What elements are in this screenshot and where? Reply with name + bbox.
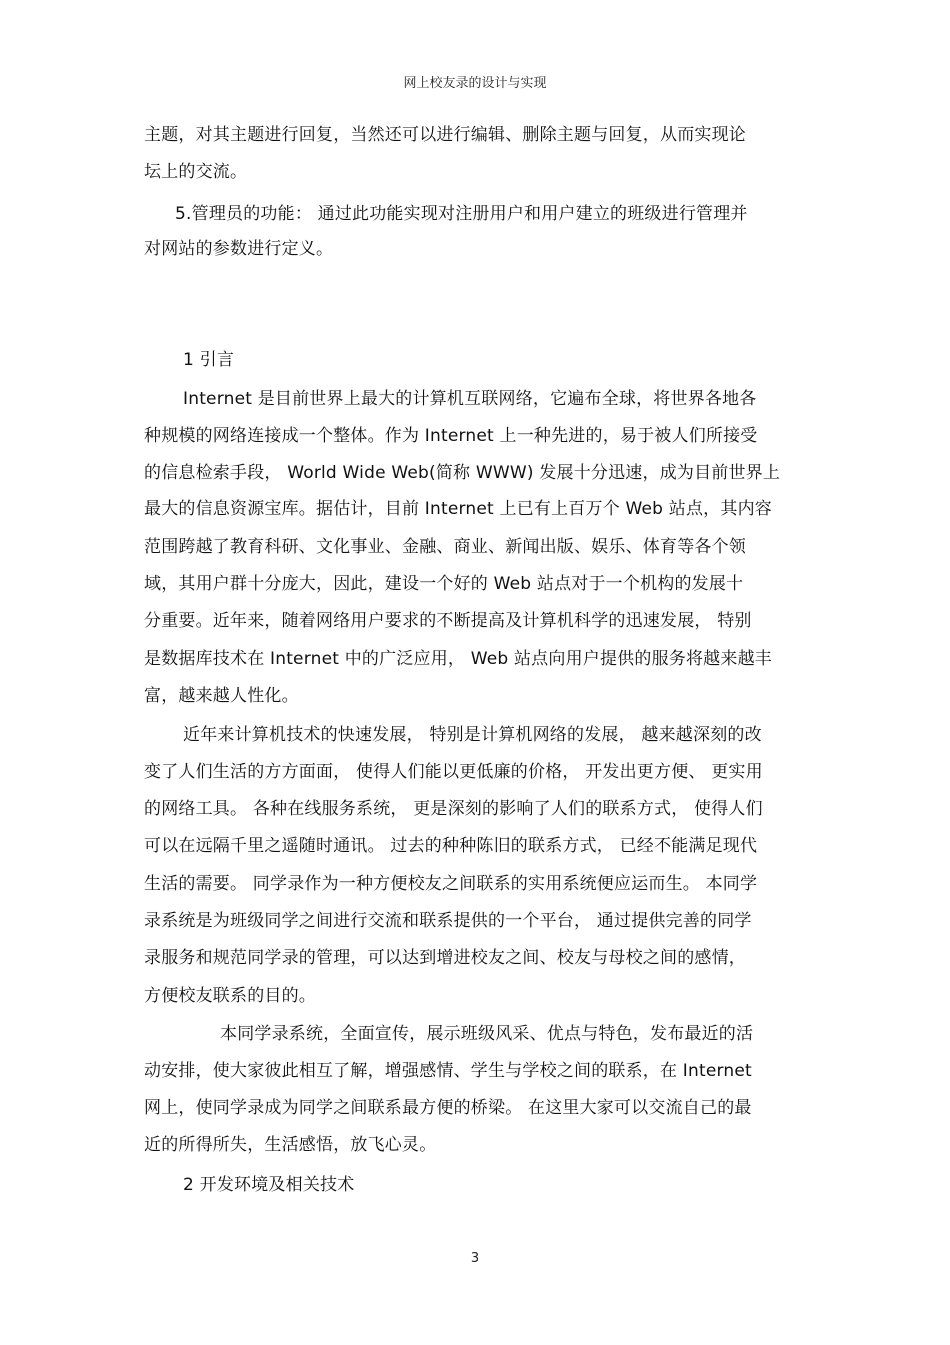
text-line: 范围跨越了教育科研、文化事业、金融、商业、新闻出版、娱乐、体育等各个领 [144,537,746,557]
text-line: 生活的需要。 同学录作为一种方便校友之间联系的实用系统便应运而生。 本同学 [144,874,758,894]
text-line: 富，越来越人性化。 [144,686,299,706]
text-line: 最大的信息资源宝库。据估计，目前 Internet 上已有上百万个 Web 站点，其内容 [144,499,772,519]
page-number: 3 [470,1251,480,1266]
text-line: 网上，使同学录成为同学之间联系最方便的桥梁。 在这里大家可以交流自己的最 [144,1098,752,1118]
section-heading: 1 引言 [183,350,235,370]
text-line: 动安排，使大家彼此相互了解，增强感情、学生与学校之间的联系，在 Internet [144,1061,752,1081]
text-line: 对网站的参数进行定义。 [144,239,334,259]
text-line: 是数据库技术在 Internet 中的广泛应用， Web 站点向用户提供的服务将越来越丰 [144,649,772,669]
text-line: 近的所得所失，生活感悟，放飞心灵。 [144,1135,437,1155]
text-line: 近年来计算机技术的快速发展， 特别是计算机网络的发展， 越来越深刻的改 [183,725,762,745]
text-line: 录服务和规范同学录的管理，可以达到增进校友之间、校友与母校之间的感情， [144,948,746,968]
text-line: 域，其用户群十分庞大，因此，建设一个好的 Web 站点对于一个机构的发展十 [144,574,744,594]
text-line: Internet 是目前世界上最大的计算机互联网络，它遍布全球，将世界各地各 [183,389,757,409]
text-line: 坛上的交流。 [144,162,248,182]
running-header: 网上校友录的设计与实现 [403,76,547,91]
text-line: 本同学录系统，全面宣传，展示班级风采、优点与特色，发布最近的活 [220,1024,754,1044]
text-line: 的信息检索手段， World Wide Web(简称 WWW) 发展十分迅速，成为目前世界上 [144,463,781,483]
text-line: 录系统是为班级同学之间进行交流和联系提供的一个平台， 通过提供完善的同学 [144,911,752,931]
text-line: 方便校友联系的目的。 [144,986,316,1006]
text-line: 可以在远隔千里之遥随时通讯。 过去的种种陈旧的联系方式， 已经不能满足现代 [144,836,758,856]
text-line: 的网络工具。 各种在线服务系统， 更是深刻的影响了人们的联系方式， 使得人们 [144,799,763,819]
text-line: 种规模的网络连接成一个整体。作为 Internet 上一种先进的，易于被人们所接受 [144,426,758,446]
section-heading: 2 开发环境及相关技术 [183,1175,355,1195]
text-line: 5.管理员的功能： 通过此功能实现对注册用户和用户建立的班级进行管理并 [175,204,748,224]
text-line: 变了人们生活的方方面面， 使得人们能以更低廉的价格， 开发出更方便、 更实用 [144,762,763,782]
text-line: 主题，对其主题进行回复，当然还可以进行编辑、删除主题与回复，从而实现论 [144,125,746,145]
text-line: 分重要。近年来，随着网络用户要求的不断提高及计算机科学的迅速发展， 特别 [144,611,752,631]
